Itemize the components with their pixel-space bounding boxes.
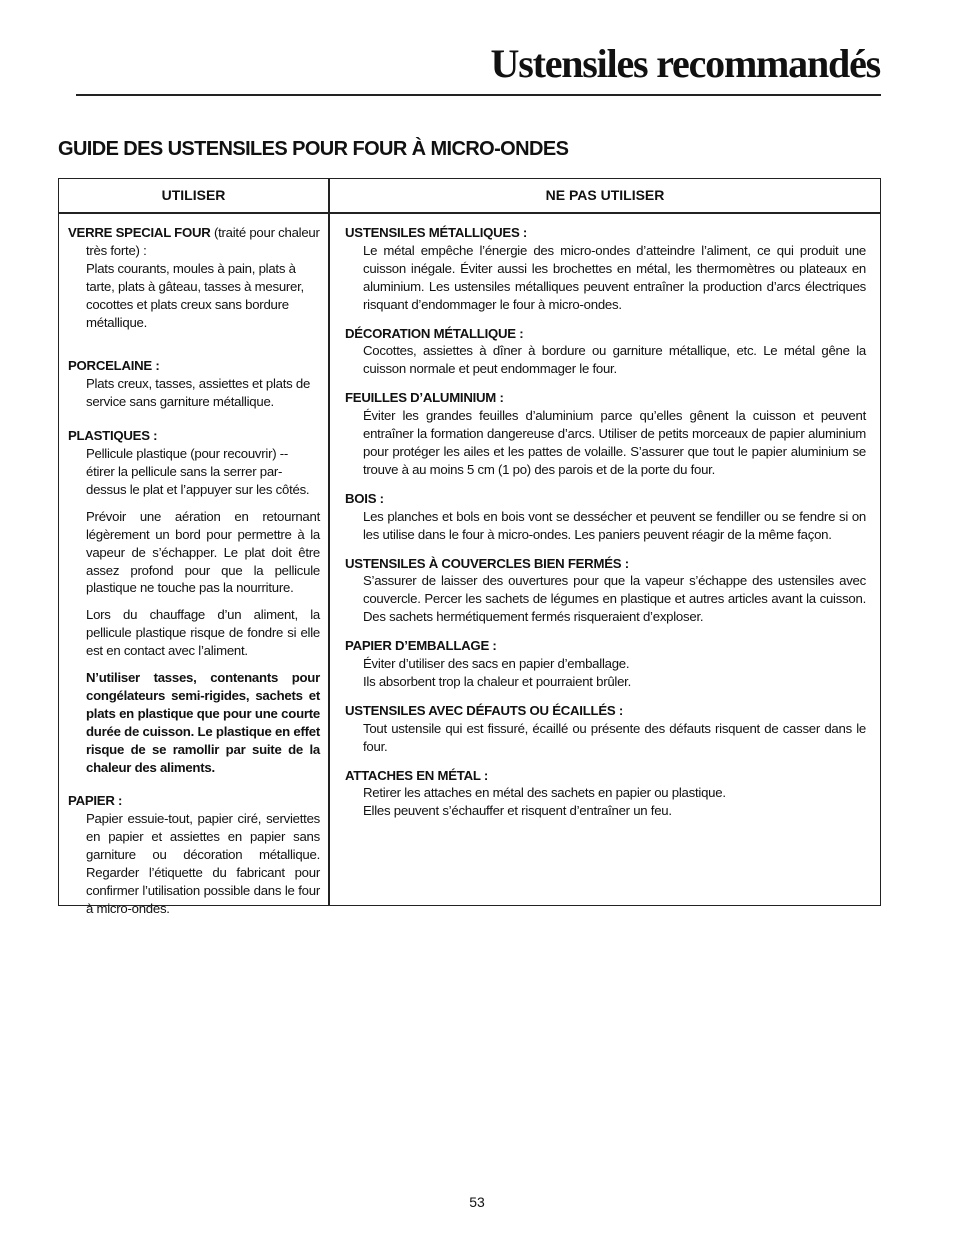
column-header-use: UTILISER xyxy=(161,187,226,203)
dont-use-entry-text: Éviter d’utiliser des sacs en papier d’emballage. xyxy=(363,656,630,672)
dont-use-entry xyxy=(345,637,866,691)
dont-use-entry-head: BOIS : xyxy=(345,490,384,506)
use-entry-paragraph: Pellicule plastique (pour recouvrir) -- étirer la pellicule sans la serrer par-dessus le plat et l’appuyer sur les côtés. xyxy=(86,446,310,497)
use-entry-paragraph: Prévoir une aération en retournant légèrement un bord pour permettre à la vapeur de s’échapper. Le plat doit être assez profond pour que la pellicule plastique ne touche pas la nourriture. xyxy=(86,508,320,596)
use-entry-text: Plats creux, tasses, assiettes et plats de service sans garniture métallique. xyxy=(86,376,311,410)
use-entry-glass xyxy=(68,224,320,331)
dont-use-entry-text: Le métal empêche l’énergie des micro-ondes d’atteindre l’aliment, ce qui produit une cuisson inégale. Éviter aussi les brochettes en métal, les thermomètres ou plateaux en aluminium. Les ustensiles métalliques peuvent entraîner la production d’arcs électriques risquant d’endommager le four à micro-ondes. xyxy=(363,242,866,312)
page-title: Ustensiles recommandés xyxy=(490,41,880,86)
use-column xyxy=(68,224,320,934)
use-entry-head: PLASTIQUES : xyxy=(68,428,158,444)
utensil-guide-table xyxy=(58,178,881,916)
header-divider xyxy=(59,212,880,214)
use-entry-head: PAPIER : xyxy=(68,793,123,809)
dont-use-entry-text: Cocottes, assiettes à dîner à bordure ou garniture métallique, etc. Le métal gêne la cuisson normale et peut endommager le four. xyxy=(363,343,866,377)
column-header-dont-use: NE PAS UTILISER xyxy=(545,187,665,203)
use-entry-paper xyxy=(68,792,320,917)
use-entry-porcelain xyxy=(68,357,320,411)
dont-use-entry xyxy=(345,702,866,756)
use-entry-head: PORCELAINE : xyxy=(68,358,160,374)
dont-use-entry-text: Tout ustensile qui est fissuré, écaillé ou présente des défauts risquent de casser dans le four. xyxy=(363,720,866,754)
dont-use-entry-head: USTENSILES À COUVERCLES BIEN FERMÉS : xyxy=(345,555,629,571)
dont-use-column xyxy=(345,224,866,831)
dont-use-entry xyxy=(345,767,866,821)
dont-use-entry-head: PAPIER D’EMBALLAGE : xyxy=(345,638,497,654)
dont-use-entry-head: USTENSILES MÉTALLIQUES : xyxy=(345,225,528,240)
use-entry-paragraph: Lors du chauffage d’un aliment, la pellicule plastique risque de fondre si elle est en contact avec l’aliment. xyxy=(86,607,320,659)
dont-use-entry-head: DÉCORATION MÉTALLIQUE : xyxy=(345,325,524,341)
use-entry-plastics xyxy=(68,427,320,776)
dont-use-entry xyxy=(345,555,866,627)
dont-use-entry-text: Retirer les attaches en métal des sachets en papier ou plastique. xyxy=(363,785,726,801)
dont-use-entry-text: Éviter les grandes feuilles d’aluminium parce qu’elles gênent la cuisson et peuvent entraîner la formation dangereuse d’arcs. Utiliser de petits morceaux de papier aluminium pour protéger les ailes et les pattes de volaille. S’assurer que tout le papier aluminium se trouve à au moins 5 cm (1 po) des parois et de la porte du four. xyxy=(363,408,866,477)
dont-use-entry-text: Les planches et bols en bois vont se dessécher et peuvent se fendiller ou se fendre si on les utilise dans le four à micro-ondes. Les paniers peuvent réagir de la même façon. xyxy=(363,508,866,542)
dont-use-entry-head: FEUILLES D’ALUMINIUM : xyxy=(345,390,504,406)
dont-use-entry-head: USTENSILES AVEC DÉFAUTS OU ÉCAILLÉS : xyxy=(345,702,623,718)
dont-use-entry xyxy=(345,389,866,479)
dont-use-entry xyxy=(345,325,866,379)
use-entry-warning: N’utiliser tasses, contenants pour congélateurs semi-rigides, sachets et plats en plastique que pour une courte durée de cuisson. Le plastique en effet risque de se ramollir par suite de la chaleur des aliments. xyxy=(86,670,320,775)
dont-use-entry-text: Elles peuvent s’échauffer et risquent d’entraîner un feu. xyxy=(363,803,672,819)
use-entry-head: VERRE SPECIAL FOUR xyxy=(68,225,211,240)
dont-use-entry-text: Ils absorbent trop la chaleur et pourraient brûler. xyxy=(363,673,632,689)
use-entry-glass-header xyxy=(68,224,320,260)
dont-use-entry xyxy=(345,224,866,314)
dont-use-entry-head: ATTACHES EN MÉTAL : xyxy=(345,767,488,783)
column-divider xyxy=(328,179,330,905)
page-number: 53 xyxy=(469,1194,485,1210)
section-heading: GUIDE DES USTENSILES POUR FOUR À MICRO-ONDES xyxy=(58,138,569,160)
use-entry-note: (traité pour chaleur très forte) : xyxy=(86,225,320,258)
use-entry-text: Papier essuie-tout, papier ciré, serviettes en papier et assiettes en papier sans garniture ou décoration métallique. Regarder l’étiquette du fabricant pour confirmer l’utilisation possible dans le four à micro-ondes. xyxy=(86,811,320,916)
title-rule xyxy=(76,94,881,96)
use-entry-text: Plats courants, moules à pain, plats à tarte, plats à gâteau, tasses à mesurer, cocottes et plats creux sans bordure métallique. xyxy=(86,260,304,330)
dont-use-entry-text: S’assurer de laisser des ouvertures pour que la vapeur s’échappe des ustensiles avec couvercle. Percer les sachets de légumes en plastique et autres articles avant la cuisson. Des sachets hermétiquement fermés risqueraient d’exploser. xyxy=(363,573,866,625)
dont-use-entry xyxy=(345,490,866,544)
